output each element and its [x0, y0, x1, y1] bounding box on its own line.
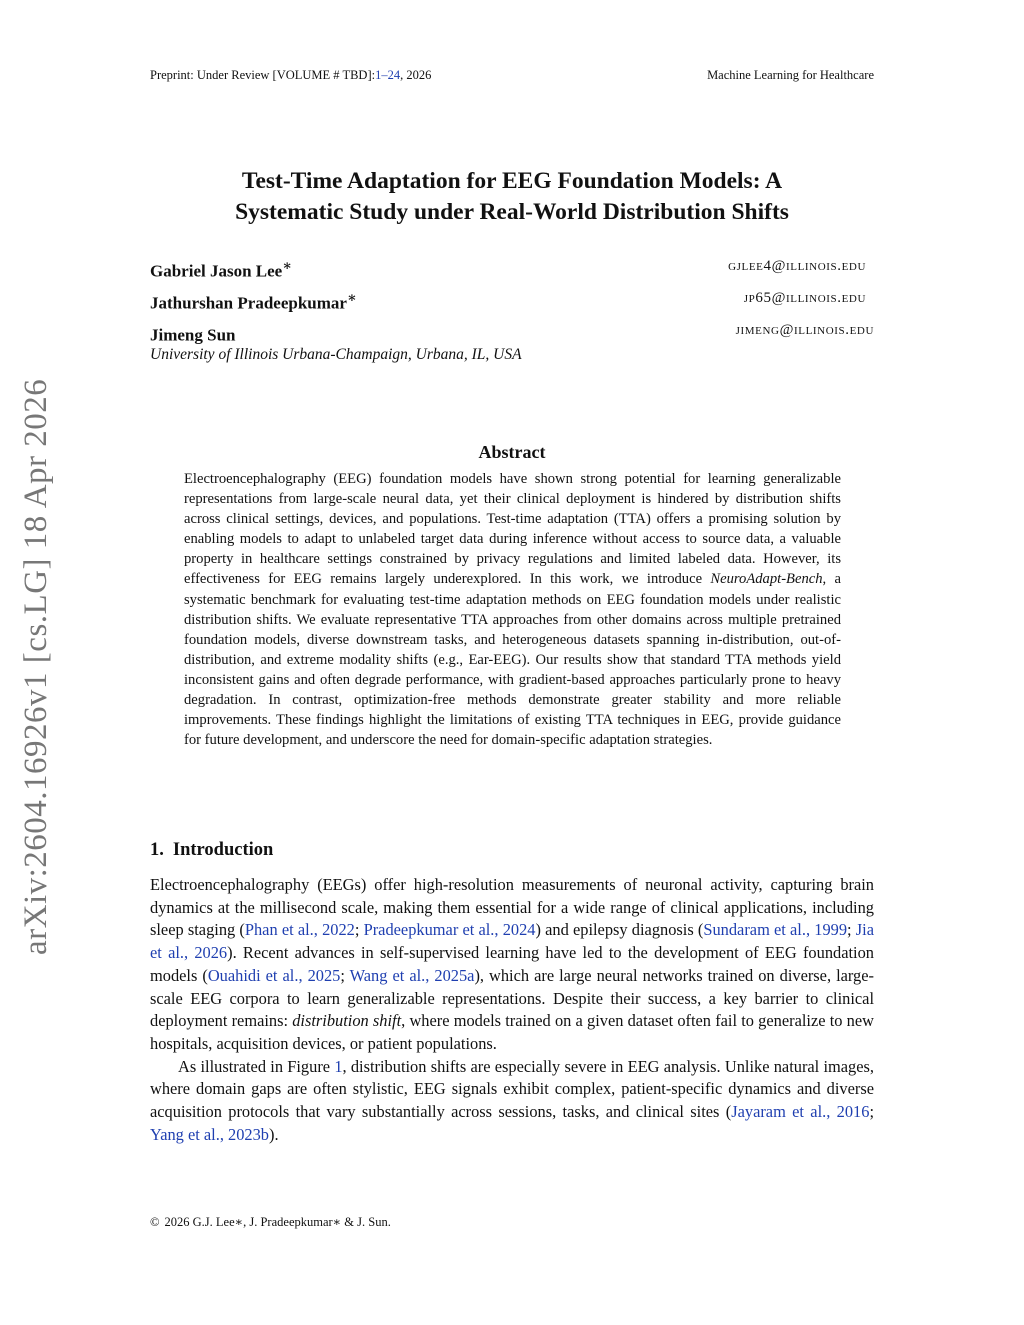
author-email: gjlee4@illinois.edu: [728, 258, 866, 274]
author-email: jimeng@illinois.edu: [735, 322, 874, 338]
citation-link[interactable]: Wang et al., 2025a: [349, 965, 475, 985]
citation-link[interactable]: Ouahidi et al., 2025: [207, 965, 341, 985]
header-venue: Preprint: Under Review [VOLUME # TBD]:: [150, 68, 376, 82]
citation-link[interactable]: Jayaram et al., 2016: [731, 1102, 870, 1122]
title-line-1: Test-Time Adaptation for EEG Foundation Models: A: [241, 168, 783, 194]
author-row: [150, 322, 874, 344]
section-heading: 1. Introduction: [150, 840, 274, 860]
author-name: Gabriel Jason Lee∗: [150, 258, 292, 281]
paragraph: Electroencephalography (EEGs) offer high-resolution measurements of neuronal activity, capturing brain dynamics at the millisecond scale, making them essential for a wide range of clinical applications, including sleep staging (Phan et al., 2022; Pradeepkumar et al., 2024) and epilepsy diagnosis (Sundaram et al., 1999; Jia et al., 2026). Recent advances in self-supervised learning have led to the development of EEG foundation models (Ouahidi et al., 2025; Wang et al., 2025a), which are large neural networks trained on diverse, large-scale EEG corpora to learn generalizable representations. Despite their success, a key barrier to clinical deployment remains: distribution shift, where models trained on a given dataset often fail to generalize to new hospitals, acquisition devices, or patient populations.: [150, 875, 874, 1053]
author-email: jp65@illinois.edu: [743, 290, 866, 306]
copyright-icon: ©: [150, 1215, 160, 1229]
figure-ref-link[interactable]: 1: [334, 1056, 343, 1076]
citation-link[interactable]: Jia et al., 2026: [150, 920, 874, 963]
paper-title: [150, 166, 874, 228]
copyright-footer: © 2026 G.J. Lee∗, J. Pradeepkumar∗ & J. Sun.: [150, 1215, 391, 1229]
citation-link[interactable]: Yang et al., 2023b: [150, 1124, 269, 1144]
header-year: , 2026: [400, 68, 432, 82]
author-name: Jimeng Sun: [150, 325, 236, 345]
benchmark-name: NeuroAdapt-Bench: [710, 571, 823, 588]
author-name: Jathurshan Pradeepkumar∗: [150, 290, 357, 313]
paragraph: As illustrated in Figure 1, distribution shifts are especially severe in EEG analysis. Unlike natural images, where domain gaps are often stylistic, EEG signals exhibit complex, patient-specific dynamics and diverse acquisition protocols that vary substantially across sessions, tasks, and clinical sites (Jayaram et al., 2016; Yang et al., 2023b).: [150, 1056, 874, 1144]
author-row: [150, 258, 874, 280]
title-line-2: Systematic Study under Real-World Distribution Shifts: [235, 199, 789, 225]
citation-link[interactable]: Pradeepkumar et al., 2024: [363, 920, 536, 940]
introduction-text: [150, 874, 874, 1146]
running-header-right: Machine Learning for Healthcare: [707, 68, 874, 82]
header-pages-link[interactable]: 1–24: [375, 68, 401, 82]
arxiv-side-stamp: arXiv:2604.16926v1 [cs.LG] 18 Apr 2026: [18, 378, 54, 955]
abstract-heading: Abstract: [478, 442, 546, 462]
emphasis: distribution shift: [292, 1011, 402, 1031]
abstract-text: Electroencephalography (EEG) foundation models have shown strong potential for learning generalizable representations from large-scale neural data, yet their clinical deployment is hindered by distribution shifts across clinical settings, devices, and populations. Test-time adaptation (TTA) offers a promising solution by enabling models to adapt to unlabeled target data during inference without access to source data, a valuable property in healthcare settings constrained by privacy regulations and limited labeled data. However, its effectiveness for EEG remains largely underexplored. In this work, we introduce NeuroAdapt-Bench, a systematic benchmark for evaluating test-time adaptation methods on EEG foundation models under realistic distribution shifts. We evaluate representative TTA approaches from other domains across multiple pretrained foundation models, diverse downstream tasks, and heterogeneous datasets spanning in-distribution, out-of-distribution, and extreme modality shifts (e.g., Ear-EEG). Our results show that standard TTA methods yield inconsistent gains and often degrade performance, with gradient-based approaches particularly prone to heavy degradation. In contrast, optimization-free methods demonstrate greater stability and more reliable improvements. These findings highlight the limitations of existing TTA techniques in EEG, provide guidance for future development, and underscore the need for domain-specific adaptation strategies.: [184, 471, 841, 749]
citation-link[interactable]: Sundaram et al., 1999: [703, 920, 848, 940]
running-header-left: [150, 68, 431, 83]
citation-link[interactable]: Phan et al., 2022: [244, 920, 355, 940]
author-row: [150, 290, 874, 312]
affiliation: University of Illinois Urbana-Champaign, Urbana, IL, USA: [150, 346, 522, 363]
